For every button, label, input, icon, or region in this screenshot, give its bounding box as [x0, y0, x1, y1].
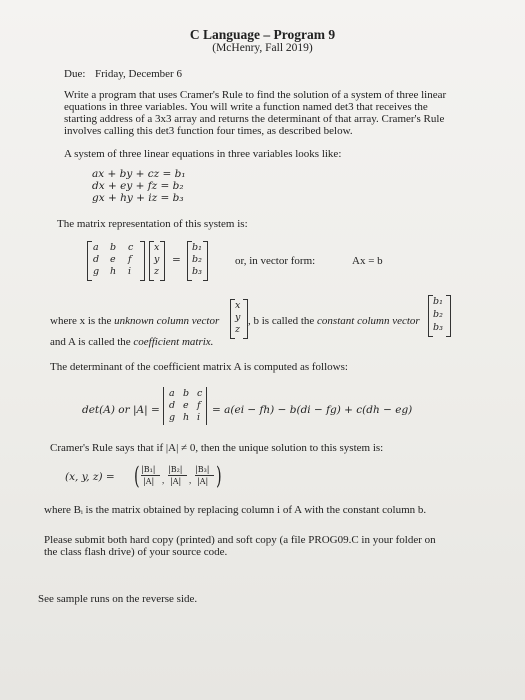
det-i: i: [197, 412, 201, 423]
determinant-lead: The determinant of the coefficient matrix A is computed as follows:: [50, 361, 348, 373]
det-h: h: [183, 412, 190, 423]
bvec-b1: b₁: [433, 296, 443, 307]
where-b-text: where Bᵢ is the matrix obtained by replacing column i of A with the constant column b.: [44, 504, 427, 516]
submit-line-2: the class flash drive) of your source code.: [44, 546, 228, 558]
cramer-lhs: (x, y, z) =: [65, 471, 115, 483]
page-title: C Language – Program 9: [189, 27, 336, 42]
var-x: x: [154, 242, 160, 253]
intro-line-4: involves calling this det3 function four times, as described below.: [64, 125, 353, 137]
frac2-den: |A|: [170, 477, 182, 486]
const-b1: b₁: [192, 242, 202, 253]
frac1-num: |B₁|: [141, 465, 156, 474]
det-lhs: det(A) or |A| =: [82, 404, 160, 416]
frac3-num: |B₃|: [195, 465, 210, 474]
due-date: Friday, December 6: [95, 68, 182, 80]
det-rhs: = a(ei − fh) − b(di − fg) + c(dh − eg): [212, 404, 413, 416]
xvec-x: x: [235, 300, 241, 311]
frac2-num: |B₂|: [168, 465, 183, 474]
equals-sign: =: [172, 254, 181, 266]
coef-b: b: [110, 242, 117, 253]
intro-line-3: starting address of a 3x3 array and returns the determinant of that array. Cramer's Rule: [64, 113, 445, 125]
intro-line-1: Write a program that uses Cramer's Rule to find the solution of a system of three linear: [64, 89, 447, 101]
bvec-b3: b₃: [433, 322, 443, 333]
det-b: b: [183, 388, 190, 399]
det-e: e: [183, 400, 189, 411]
intro-line-2: equations in three variables. You will write a function named det3 that receives the: [64, 101, 428, 113]
det-g: g: [169, 412, 176, 423]
coef-i: i: [128, 266, 132, 277]
frac3-den: |A|: [197, 477, 209, 486]
coef-d: d: [93, 254, 100, 265]
constant-vector-text: , b is called the constant column vector: [248, 315, 420, 327]
equation-1: ax + by + cz = b₁: [92, 168, 186, 180]
coef-c: c: [128, 242, 134, 253]
coef-f: f: [128, 254, 132, 265]
var-y: y: [154, 254, 160, 265]
page-subtitle: (McHenry, Fall 2019): [212, 42, 313, 54]
document-page: C Language – Program 9 (McHenry, Fall 2019) Due: Friday, December 6 Write a program that uses Cramer's Rule to find the solution of a system of three linear equations in three variables. You will write a function named det3 that receives the starting address of a 3x3 array and returns the determinant of that array. Cramer's Rule involves calling this det3 function four times, as described below. A system of three linear equations in three variables looks like: ax + by + cz = b₁ dx + ey + fz = b₂ gx + hy + iz = b₃ The matrix representation of this system is: a b c d e f g h i x y z = b₁ b₂ b₃ or, in vector form: Ax = b where x is the unknown column vector x y z , b is called the constant column vector b₁ b₂ b₃ and A is called the coefficient matrix. The determinant of the coefficient matrix A is computed as follows: det(A) or |A| = a b c d e f g h i = a(ei − fh) − b(di − fg) + c(dh − eg) Cramer's Rule says that if |A| ≠ 0, then the unique solution to this system is: (x, y, z) = ( |B₁| |A| , |B₂| |A| , |B₃| |A| ) where Bᵢ is the matrix obtained by replacing column i of A with the constant column b. Please submit both hard copy (printed) and soft copy (a file PROG09.C in your folder on the class flash drive) of your source code. See sample runs on the reverse side.: [0, 0, 525, 700]
submit-line-1: Please submit both hard copy (printed) and soft copy (a file PROG09.C in your folder on: [44, 534, 436, 546]
coef-h: h: [110, 266, 117, 277]
coefficient-matrix-text: and A is called the coefficient matrix.: [50, 336, 214, 348]
coef-a: a: [93, 242, 99, 253]
coef-g: g: [93, 266, 100, 277]
equation-2: dx + ey + fz = b₂: [92, 180, 184, 192]
matrix-lead: The matrix representation of this system is:: [57, 218, 248, 230]
frac1-den: |A|: [143, 477, 155, 486]
equation-3: gx + hy + iz = b₃: [92, 192, 184, 204]
vector-form-text: or, in vector form:: [235, 255, 316, 267]
xvec-z: z: [235, 324, 241, 335]
det-a: a: [169, 388, 175, 399]
coef-e: e: [110, 254, 116, 265]
close-paren: ): [216, 462, 222, 490]
footer-note: See sample runs on the reverse side.: [38, 593, 198, 605]
const-b2: b₂: [192, 254, 202, 265]
cramer-lead: Cramer's Rule says that if |A| ≠ 0, then the unique solution to this system is:: [50, 442, 384, 454]
where-x-text: where x is the unknown column vector: [50, 315, 220, 327]
xvec-y: y: [235, 312, 241, 323]
det-f: f: [197, 400, 201, 411]
const-b3: b₃: [192, 266, 202, 277]
vector-form-equation: Ax = b: [352, 255, 383, 267]
open-paren: (: [134, 462, 140, 490]
var-z: z: [154, 266, 160, 277]
det-d: d: [169, 400, 176, 411]
due-label: Due:: [64, 68, 86, 80]
det-c: c: [197, 388, 203, 399]
system-lead: A system of three linear equations in three variables looks like:: [64, 148, 342, 160]
bvec-b2: b₂: [433, 309, 443, 320]
